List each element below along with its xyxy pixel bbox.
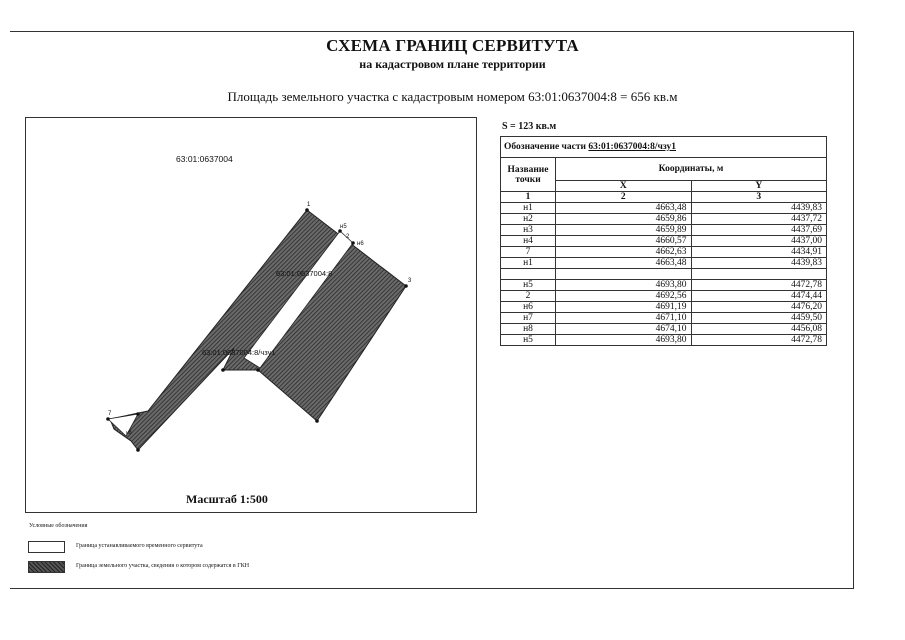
point-label-n5: н5 — [340, 224, 347, 230]
legend-text-servitude: Граница устанавливаемого временного сервитута — [76, 543, 203, 549]
table-row — [501, 236, 827, 247]
y-coord-cell: 4476,20 — [691, 302, 827, 313]
point-label-3: 3 — [408, 278, 412, 284]
x-coord-cell — [556, 269, 692, 280]
table-row — [501, 203, 827, 214]
page-subtitle: на кадастровом плане территории — [359, 57, 546, 71]
parcel-label: 63:01:0637004:8 — [276, 269, 333, 278]
y-coord-cell: 4459,50 — [691, 313, 827, 324]
point-name-cell: н8 — [501, 324, 556, 335]
x-coord-cell: 4693,80 — [556, 280, 692, 291]
point-name-cell — [501, 269, 556, 280]
part-number: 63:01:0637004:8/чзу1 — [588, 142, 676, 152]
x-coord-cell: 4671,10 — [556, 313, 692, 324]
point-name-cell: н1 — [501, 258, 556, 269]
map-drawing — [26, 118, 476, 512]
area-statement: Площадь земельного участка с кадастровым номером 63:01:0637004:8 = 656 кв.м — [227, 89, 678, 104]
col-header-x: X — [556, 181, 692, 192]
legend-title: Условные обозначения — [29, 523, 88, 529]
point-name-cell: 2 — [501, 291, 556, 302]
x-coord-cell: 4660,57 — [556, 236, 692, 247]
col-number-2: 2 — [556, 192, 692, 203]
map-scale: Масштаб 1:500 — [186, 492, 268, 506]
table-row — [501, 214, 827, 225]
y-coord-cell: 4437,69 — [691, 225, 827, 236]
col-header-name: Название точки — [501, 158, 556, 192]
point-name-cell: н7 — [501, 313, 556, 324]
servitude-part-label: 63:01:0637004:8/чзу1 — [202, 348, 276, 357]
x-coord-cell: 4692,56 — [556, 291, 692, 302]
x-coord-cell: 4659,89 — [556, 225, 692, 236]
y-coord-cell: 4439,83 — [691, 203, 827, 214]
y-coord-cell: 4472,78 — [691, 335, 827, 346]
table-row — [501, 247, 827, 258]
x-coord-cell: 4659,86 — [556, 214, 692, 225]
table-row — [501, 280, 827, 291]
point-label-2: 2 — [346, 234, 350, 240]
y-coord-cell: 4439,83 — [691, 258, 827, 269]
y-coord-cell: 4456,08 — [691, 324, 827, 335]
y-coord-cell: 4437,72 — [691, 214, 827, 225]
table-row — [501, 313, 827, 324]
coordinates-table — [500, 136, 827, 346]
point-label-7: 7 — [108, 411, 112, 417]
col-number-1: 1 — [501, 192, 556, 203]
servitude-area: S = 123 кв.м — [502, 121, 557, 132]
point-name-cell: н5 — [501, 280, 556, 291]
point-label-n8: н8 — [126, 430, 132, 436]
point-name-cell: 7 — [501, 247, 556, 258]
col-number-3: 3 — [691, 192, 827, 203]
point-name-cell: н4 — [501, 236, 556, 247]
table-row — [501, 302, 827, 313]
x-coord-cell: 4691,19 — [556, 302, 692, 313]
point-name-cell: н3 — [501, 225, 556, 236]
x-coord-cell: 4663,48 — [556, 203, 692, 214]
col-header-y: Y — [691, 181, 827, 192]
point-name-cell: н1 — [501, 203, 556, 214]
table-row — [501, 291, 827, 302]
table-row — [501, 269, 827, 280]
part-caption-cell: Обозначение части 63:01:0637004:8/чзу1 — [501, 137, 827, 158]
legend-swatch-parcel — [28, 561, 65, 573]
table-row — [501, 324, 827, 335]
coordinate-rows — [501, 203, 827, 346]
x-coord-cell: 4693,80 — [556, 335, 692, 346]
point-label-n6: н6 — [357, 241, 364, 247]
table-row — [501, 225, 827, 236]
page-title: СХЕМА ГРАНИЦ СЕРВИТУТА — [326, 36, 579, 55]
legend-text-parcel: Граница земельного участка, сведения о котором содержатся в ГКН — [76, 563, 250, 569]
point-label-1: 1 — [307, 202, 311, 208]
point-name-cell: н6 — [501, 302, 556, 313]
y-coord-cell: 4437,00 — [691, 236, 827, 247]
legend-swatch-servitude — [28, 541, 65, 553]
cadastral-map — [25, 117, 477, 513]
y-coord-cell: 4474,44 — [691, 291, 827, 302]
quarter-label: 63:01:0637004 — [176, 154, 233, 164]
x-coord-cell: 4674,10 — [556, 324, 692, 335]
x-coord-cell: 4663,48 — [556, 258, 692, 269]
point-name-cell: н2 — [501, 214, 556, 225]
y-coord-cell: 4472,78 — [691, 280, 827, 291]
point-name-cell: н5 — [501, 335, 556, 346]
table-row — [501, 258, 827, 269]
col-header-coords: Координаты, м — [556, 158, 827, 181]
x-coord-cell: 4662,63 — [556, 247, 692, 258]
y-coord-cell: 4434,91 — [691, 247, 827, 258]
y-coord-cell — [691, 269, 827, 280]
table-row — [501, 335, 827, 346]
